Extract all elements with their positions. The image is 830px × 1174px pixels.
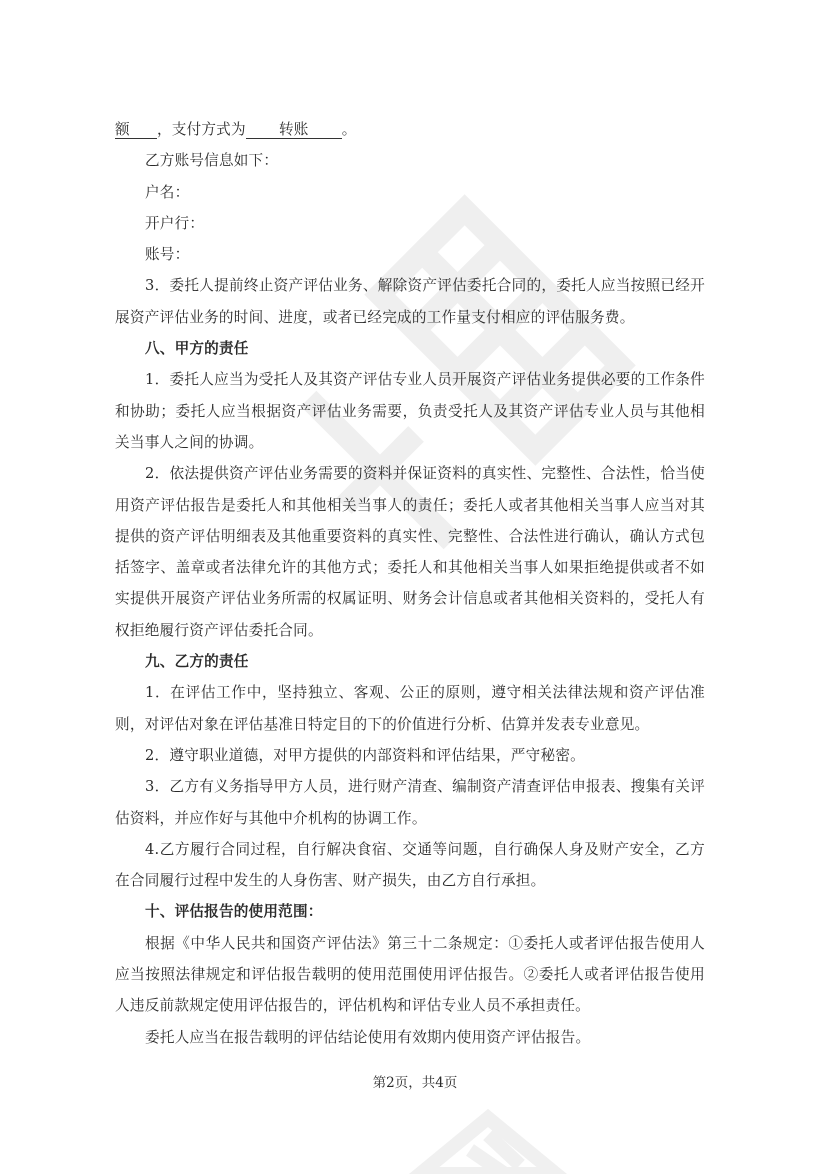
account-name-label: 户名： [145,183,190,201]
payment-method-line [115,114,705,145]
payment-method-label: ，支付方式为 [157,121,246,138]
section-10-item-2: 委托人应当在报告载明的评估结论使用有效期内使用资产评估报告。 [145,1028,591,1046]
section-9-heading: 九、乙方的责任 [145,653,249,671]
section-8-item-1: 1．委托人应当为受托人及其资产评估专业人员开展资产评估业务提供必要的工作条件和协助；委托人应当根据资产评估业务需要，负责受托人及其资产评估专业人员与其他相关当事人之间的协调。 [115,371,705,451]
section-9-item-4: 4.乙方履行合同过程，自行解决食宿、交通等问题，自行确保人身及财产安全，乙方在合同履行过程中发生的人身伤害、财产损失，由乙方自行承担。 [115,840,705,890]
section-8-heading: 八、甲方的责任 [145,340,249,358]
section-10-item-1: 根据《中华人民共和国资产评估法》第三十二条规定：①委托人或者评估报告使用人应当按照法律规定和评估报告载明的使用范围使用评估报告。②委托人或者评估报告使用人违反前款规定使用评估报告的，评估机构和评估专业人员不承担责任。 [115,934,705,1015]
page-indicator: 第2页，共4页 [372,1075,458,1091]
section-10-heading: 十、评估报告的使用范围： [145,903,323,921]
clause-7-3: 3．委托人提前终止资产评估业务、解除资产评估委托合同的，委托人应当按照已经开展资产评估业务的时间、进度，或者已经完成的工作量支付相应的评估服务费。 [115,277,705,326]
document-body [115,114,705,1053]
amount-prefix: 额 [115,121,130,138]
amount-field [115,121,157,139]
period: 。 [341,121,357,138]
account-info-intro: 乙方账号信息如下： [145,152,279,170]
account-number-label: 账号： [145,246,190,264]
section-8-item-2: 2．依法提供资产评估业务需要的资料并保证资料的真实性、完整性、合法性，恰当使用资产评估报告是委托人和其他相关当事人的责任；委托人或者其他相关当事人应当对其提供的资产评估明细表及其他重要资料的真实性、完整性、合法性进行确认，确认方式包括签字、盖章或者法律允许的其他方式；委托人和其他相关当事人如果拒绝提供或者不如实提供开展资产评估业务所需的权属证明、财务会计信息或者其他相关资料的，受托人有权拒绝履行资产评估委托合同。 [115,465,705,639]
section-9-item-2: 2．遵守职业道德，对甲方提供的内部资料和评估结果，严守秘密。 [145,746,586,764]
payment-method-value: 转账 [246,121,342,139]
bank-label: 开户行： [145,214,205,232]
section-9-item-1: 1．在评估工作中，坚持独立、客观、公正的原则，遵守相关法律法规和资产评估准则，对评估对象在评估基准日特定目的下的价值进行分析、估算并发表专业意见。 [115,684,705,733]
section-9-item-3: 3．乙方有义务指导甲方人员，进行财产清查、编制资产清查评估申报表、搜集有关评估资料，并应作好与其他中介机构的协调工作。 [115,778,705,827]
